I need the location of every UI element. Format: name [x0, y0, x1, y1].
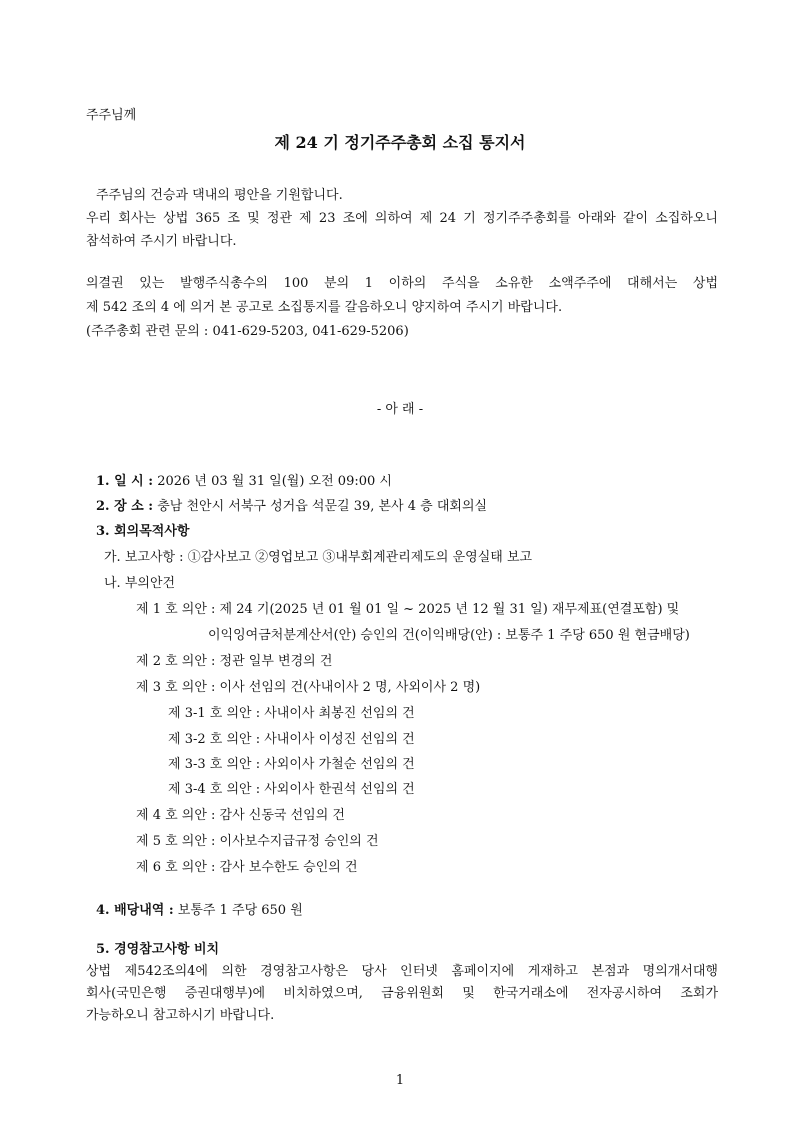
document-title: 제 24 기 정기주주총회 소집 통지서 — [274, 133, 526, 152]
agenda-item-3-3: 제 3-3 호 의안 : 사외이사 가철순 선임의 건 — [168, 757, 415, 772]
dividend-label: 4. 배당내역 : — [96, 903, 174, 918]
agenda-item-3-1: 제 3-1 호 의안 : 사내이사 최봉진 선임의 건 — [168, 706, 415, 721]
agenda-item-3-2: 제 3-2 호 의안 : 사내이사 이성진 선임의 건 — [168, 732, 415, 747]
contact-info: (주주총회 관련 문의 : 041-629-5203, 041-629-5206) — [86, 324, 409, 339]
agenda-item-6: 제 6 호 의안 : 감사 보수한도 승인의 건 — [136, 860, 358, 875]
reference-label: 5. 경영참고사항 비치 — [96, 942, 220, 957]
notice-line-2: 제 542 조의 4 에 의거 본 공고로 소집통지를 갈음하오니 양지하여 주시기 바랍니다. — [86, 300, 563, 315]
item-dividend — [96, 899, 303, 918]
reference-line-1: 상법 제542조의4에 의한 경영참고사항은 당사 인터넷 홈페이지에 게재하고 본점과 명의개서대행 — [86, 964, 718, 979]
intro-line-2: 우리 회사는 상법 365 조 및 정관 제 23 조에 의하여 제 24 기 정기주주총회를 아래와 같이 소집하오니 — [86, 211, 718, 226]
place-value: 충남 천안시 서북구 성거읍 석문길 39, 본사 4 층 대회의실 — [157, 499, 488, 514]
page-number: 1 — [395, 1073, 405, 1088]
datetime-label: 1. 일 시 : — [96, 474, 154, 489]
agenda-item-1-line-1: 제 1 호 의안 : 제 24 기(2025 년 01 월 01 일 ~ 2025 년 12 월 31 일) 재무제표(연결포함) 및 — [136, 602, 680, 617]
agenda-item-5: 제 5 호 의안 : 이사보수지급규정 승인의 건 — [136, 834, 379, 849]
item-place — [96, 495, 487, 514]
greeting: 주주님께 — [86, 108, 137, 123]
datetime-value: 2026 년 03 월 31 일(월) 오전 09:00 시 — [157, 474, 392, 489]
agenda-reports: 가. 보고사항 : ①감사보고 ②영업보고 ③내부회계관리제도의 운영실태 보고 — [104, 550, 533, 565]
agenda-item-3: 제 3 호 의안 : 이사 선임의 건(사내이사 2 명, 사외이사 2 명) — [136, 680, 481, 695]
place-label: 2. 장 소 : — [96, 499, 154, 514]
agenda-item-4: 제 4 호 의안 : 감사 신동국 선임의 건 — [136, 808, 345, 823]
reference-line-3: 가능하오니 참고하시기 바랍니다. — [86, 1008, 275, 1023]
agenda-item-3-4: 제 3-4 호 의안 : 사외이사 한권석 선임의 건 — [168, 782, 415, 797]
intro-line-1: 주주님의 건승과 댁내의 평안을 기원합니다. — [96, 188, 343, 203]
agenda-label: 3. 회의목적사항 — [96, 524, 190, 539]
item-datetime — [96, 470, 392, 489]
agenda-resolutions: 나. 부의안건 — [104, 576, 176, 591]
dividend-value: 보통주 1 주당 650 원 — [177, 903, 303, 918]
agenda-item-2: 제 2 호 의안 : 정관 일부 변경의 건 — [136, 654, 333, 669]
notice-line-1: 의결권 있는 발행주식총수의 100 분의 1 이하의 주식을 소유한 소액주주에 대해서는 상법 — [86, 276, 718, 291]
intro-line-3: 참석하여 주시기 바랍니다. — [86, 234, 237, 249]
reference-line-2: 회사(국민은행 증권대행부)에 비치하였으며, 금융위원회 및 한국거래소에 전자공시하여 조회가 — [86, 986, 718, 1001]
below-marker: - 아 래 - — [376, 402, 424, 417]
agenda-item-1-line-2: 이익잉여금처분계산서(안) 승인의 건(이익배당(안) : 보통주 1 주당 650 원 현금배당) — [208, 628, 690, 643]
